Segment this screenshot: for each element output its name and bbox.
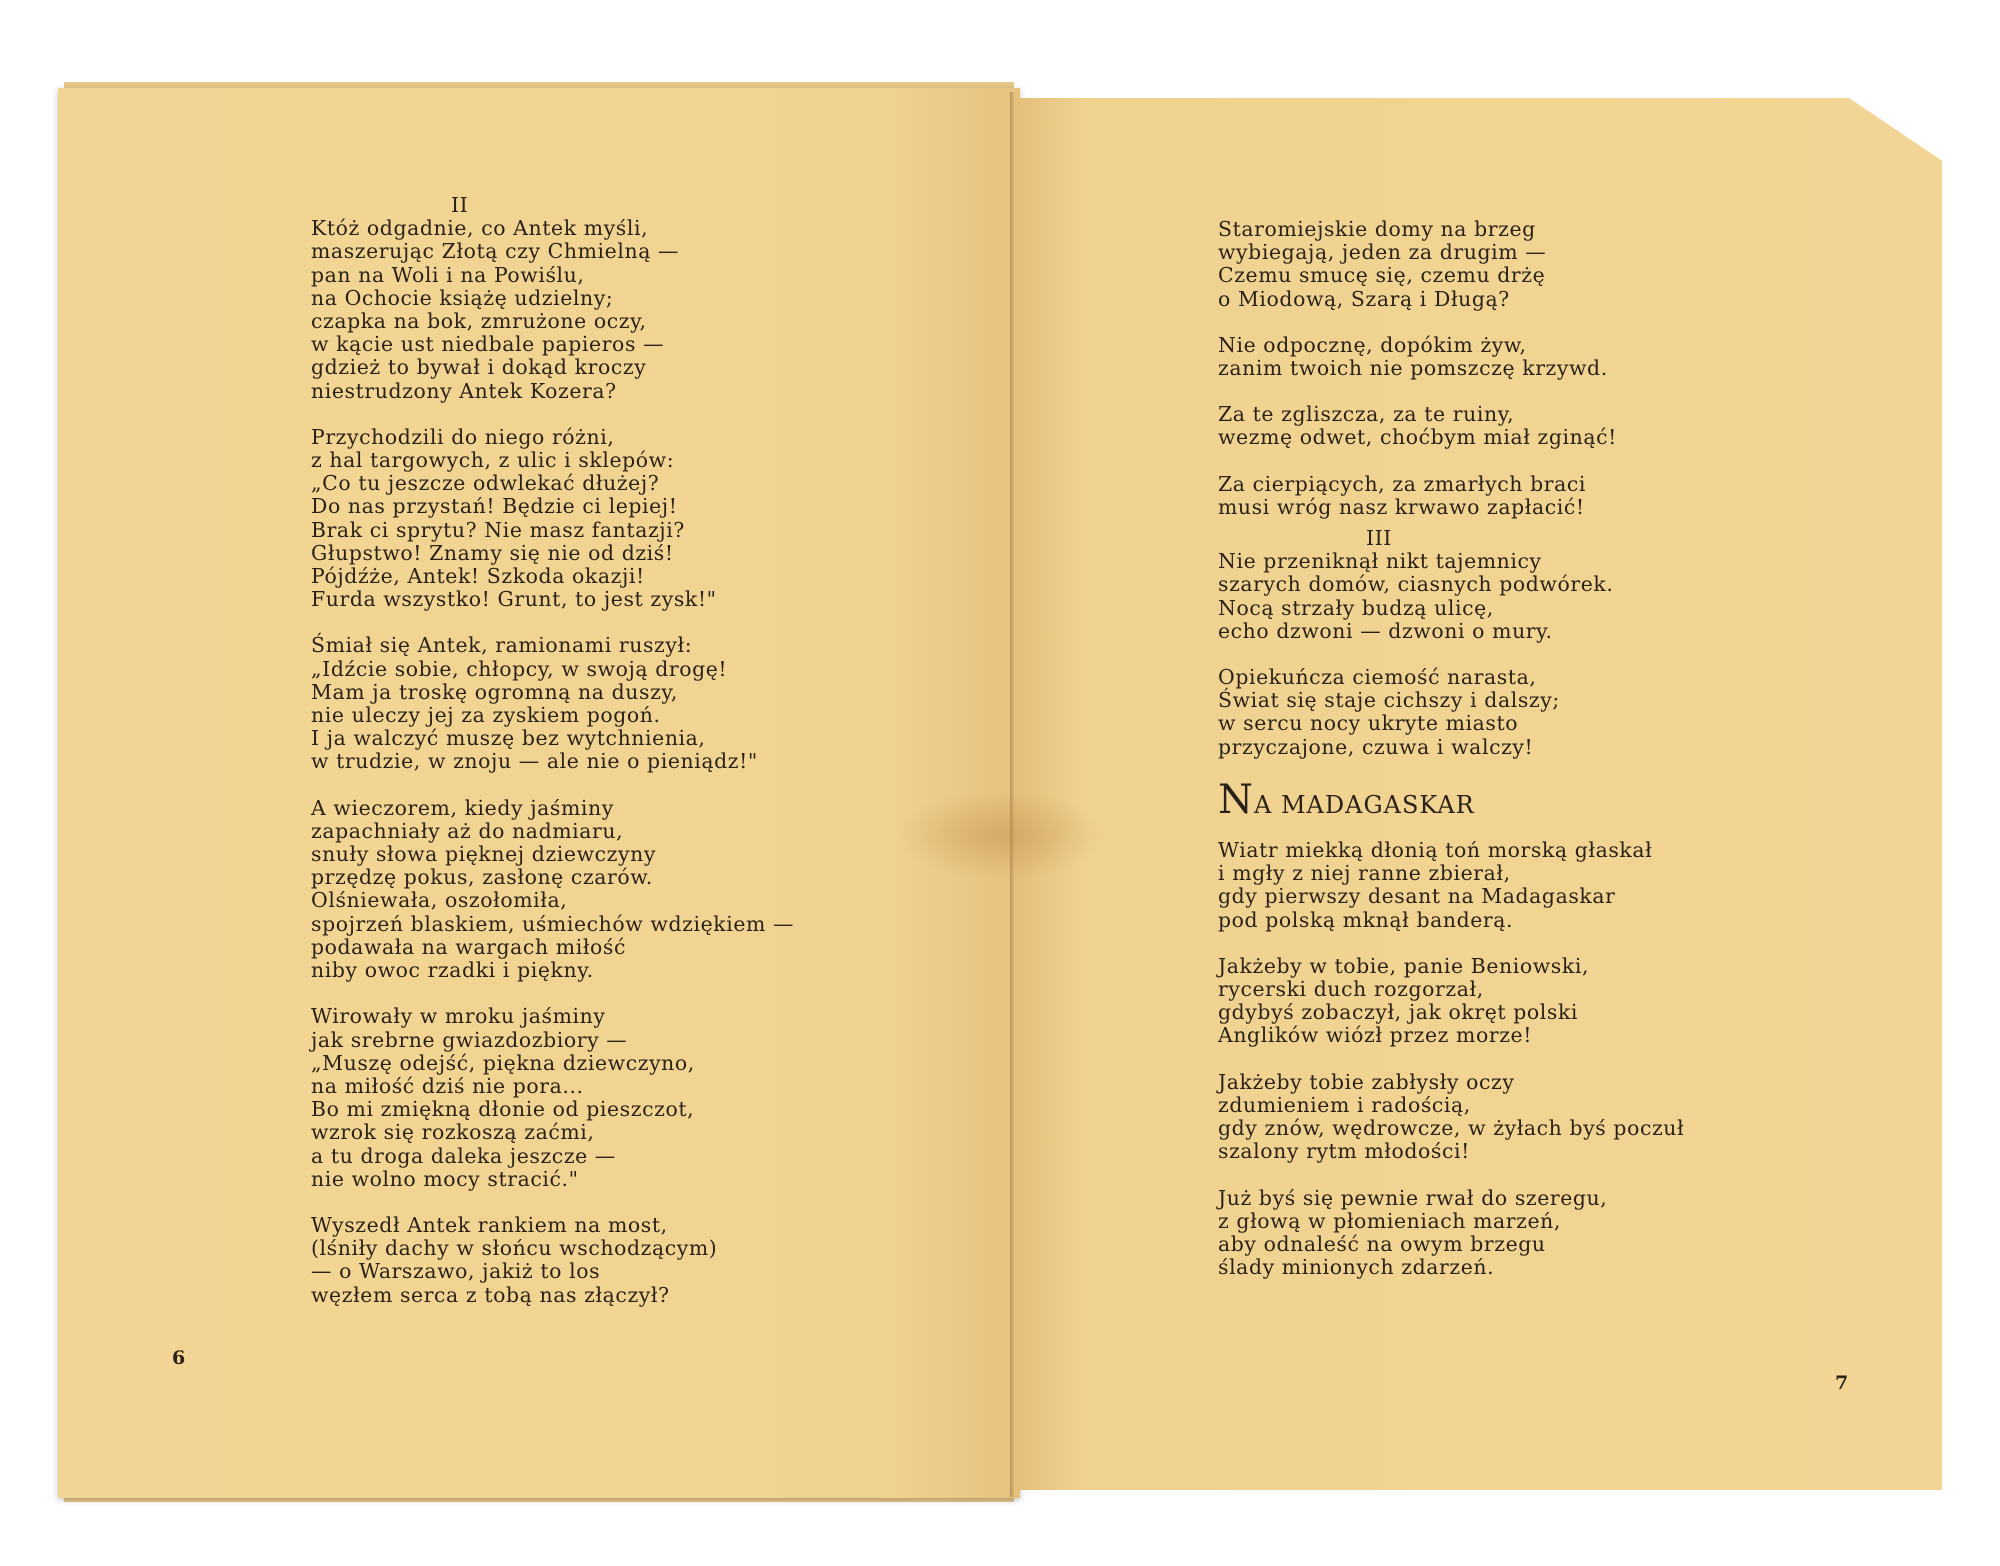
poem-line: przyczajone, czuwa i walczy! [1218,734,1534,759]
poem-line: gdzież to bywał i dokąd kroczy [311,355,647,380]
poem-line: Czemu smucę się, czemu drżę [1218,263,1546,288]
poem-line: musi wróg nasz krwawo zapłacić! [1218,494,1585,519]
poem-line: Bo mi zmiękną dłonie od pieszczot, [311,1097,695,1122]
poem-title [1218,776,1684,823]
poem-line: podawała na wargach miłość [311,934,626,959]
poem-line: aby odnaleść na owym brzegu [1218,1231,1546,1256]
poem-line: Mam ja troskę ogromną na duszy, [311,679,678,704]
poem-line: Świat się staje cichszy i dalszy; [1218,688,1560,713]
stanza [1218,403,1684,449]
poem-line: Furda wszystko! Grunt, to jest zysk!" [311,587,717,612]
stanza [1218,473,1684,519]
poem-line: z hal targowych, z ulic i sklepów: [311,448,675,473]
poem-line: spojrzeń blaskiem, uśmiechów wdziękiem — [311,911,794,936]
poem-line: Wiatr miekką dłonią toń morską głaskał [1218,838,1653,863]
poem-line: „Co tu jeszcze odwlekać dłużej? [311,471,660,496]
stanza [311,797,794,983]
poem-line: w kącie ust niedbale papieros — [311,332,665,357]
poem-line: z głową w płomieniach marzeń, [1218,1208,1561,1233]
poem-line: Przychodzili do niego różni, [311,424,615,449]
poem-line: gdy znów, wędrowcze, w żyłach byś poczuł [1218,1116,1685,1141]
page-number-right: 7 [1835,1372,1849,1394]
poem-line: „Idźcie sobie, chłopcy, w swoją drogę! [311,656,728,681]
poem-line: „Muszę odejść, piękna dziewczyno, [311,1050,695,1075]
poem-line: nie wolno mocy stracić." [311,1166,579,1191]
poem-line: Już byś się pewnie rwał do szeregu, [1218,1185,1608,1210]
poem-line: szalony rytm młodości! [1218,1139,1470,1164]
poem-line: Nie przeniknął nikt tajemnicy [1218,549,1542,574]
poem-line: wybiegają, jeden za drugim — [1218,240,1547,265]
poem-line: I ja walczyć muszę bez wytchnienia, [311,726,706,751]
poem-line: zapachniały aż do nadmiaru, [311,818,624,843]
stanza [311,217,794,403]
poem-line: Wyszedł Antek rankiem na most, [311,1212,668,1237]
poem-line: Nocą strzały budzą ulicę, [1218,595,1494,620]
poem-line: Olśniewała, oszołomiła, [311,888,568,913]
stanza [1218,955,1684,1048]
poem-line: szarych domów, ciasnych podwórek. [1218,572,1614,597]
stanza [1218,550,1684,643]
poem-line: na Ochocie książę udzielny; [311,285,614,310]
poem-line: a tu droga daleka jeszcze — [311,1143,616,1168]
section-heading: III [1366,526,1392,551]
page-number-left: 6 [172,1347,186,1369]
stanza [311,1214,794,1307]
poem-line: ślady minionych zdarzeń. [1218,1255,1495,1280]
poem-line: jak srebrne gwiazdozbiory — [311,1027,628,1052]
poem-line: Wirowały w mroku jaśminy [311,1004,606,1029]
poem-line: — o Warszawo, jakiż to los [311,1259,601,1284]
poem-line: Do nas przystań! Będzie ci lepiej! [311,494,678,519]
poem-line: nie uleczy jej za zyskiem pogoń. [311,703,661,728]
poem-line: zdumieniem i radością, [1218,1092,1471,1117]
poem-line: w trudzie, w znoju — ale nie o pieniądz!" [311,749,758,774]
poem-line: snuły słowa pięknej dziewczyny [311,842,656,867]
stanza [311,426,794,612]
poem-line: Jakżeby tobie zabłysły oczy [1218,1069,1515,1094]
section-heading: II [451,193,469,217]
poem-line: gdy pierwszy desant na Madagaskar [1218,884,1616,909]
poem-title-text: A MADAGASKAR [1254,790,1475,819]
left-page-text [311,194,794,1330]
stanza [1218,1187,1684,1280]
stanza [1218,839,1684,932]
poem-line: pod polską mknął banderą. [1218,907,1514,932]
poem-title-initial: N [1218,776,1254,823]
poem-line: gdybyś zobaczył, jak okręt polski [1218,1000,1579,1025]
poem-line: zanim twoich nie pomszczę krzywd. [1218,356,1608,381]
poem-line: rycerski duch rozgorzał, [1218,977,1484,1002]
poem-line: Anglików wiózł przez morze! [1218,1023,1533,1048]
poem-line: Staromiejskie domy na brzeg [1218,217,1536,241]
poem-line: A wieczorem, kiedy jaśminy [311,795,614,820]
poem-line: czapka na bok, zmrużone oczy, [311,309,647,334]
poem-line: Opiekuńcza ciemość narasta, [1218,665,1537,690]
poem-line: pan na Woli i na Powiślu, [311,262,585,287]
stanza [1218,1071,1684,1164]
stanza [1218,334,1684,380]
poem-line: niby owoc rzadki i piękny. [311,958,594,983]
water-stain [895,790,1105,880]
poem-line: niestrudzony Antek Kozera? [311,378,617,403]
poem-line: o Miodową, Szarą i Długą? [1218,286,1510,311]
stanza [1218,666,1684,759]
poem-line: Nie odpocznę, dopókim żyw, [1218,332,1527,357]
poem-line: Któż odgadnie, co Antek myśli, [311,216,649,241]
poem-line: przędzę pokus, zasłonę czarów. [311,865,653,890]
poem-line: węzłem serca z tobą nas złączył? [311,1282,670,1307]
poem-line: maszerując Złotą czy Chmielną — [311,239,680,264]
poem-line: Brak ci sprytu? Nie masz fantazji? [311,517,685,542]
poem-line: Śmiał się Antek, ramionami ruszył: [311,633,693,658]
poem-line: wezmę odwet, choćbym miał zginąć! [1218,425,1617,450]
stanza [311,634,794,773]
poem-line: Za te zgliszcza, za te ruiny, [1218,402,1515,427]
poem-line: wzrok się rozkoszą zaćmi, [311,1120,595,1145]
stanza [311,1005,794,1191]
right-page-text [1218,218,1684,1302]
poem-line: Jakżeby w tobie, panie Beniowski, [1218,953,1590,978]
poem-line: na miłość dziś nie pora... [311,1073,584,1098]
poem-line: i mgły z niej ranne zbierał, [1218,861,1511,886]
poem-line: Za cierpiących, za zmarłych braci [1218,471,1586,496]
poem-line: echo dzwoni — dzwoni o mury. [1218,618,1553,643]
poem-line: Głupstwo! Znamy się nie od dziś! [311,540,674,565]
poem-line: (lśniły dachy w słońcu wschodzącym) [311,1236,718,1261]
stanza [1218,218,1684,311]
poem-line: Pójdźże, Antek! Szkoda okazji! [311,564,645,589]
poem-line: w sercu nocy ukryte miasto [1218,711,1519,736]
